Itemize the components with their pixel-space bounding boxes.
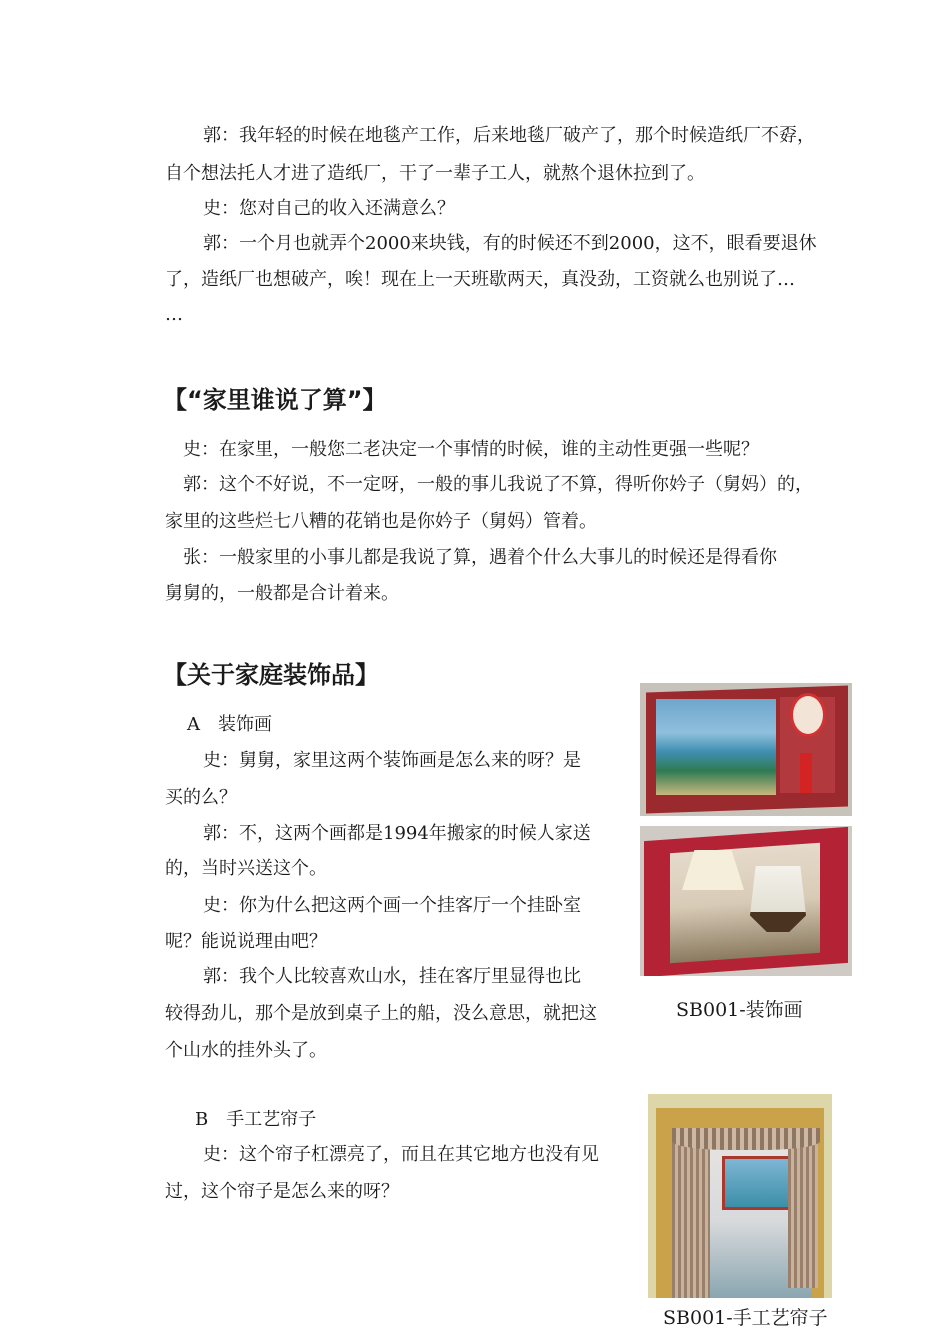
photo-caption: SB001-手工艺帘子 bbox=[663, 1307, 828, 1329]
landscape-painting-photo bbox=[640, 683, 852, 816]
dialog-line: 买的么？ bbox=[165, 787, 237, 808]
bead-curtain-photo bbox=[648, 1094, 832, 1298]
subheading-b: B 手工艺帘子 bbox=[195, 1109, 317, 1130]
dialog-line: 史：在家里，一般您二老决定一个事情的时候，谁的主动性更强一些呢？ bbox=[183, 439, 759, 460]
dialog-line: 郭：不，这两个画都是1994年搬家的时候人家送 bbox=[203, 823, 591, 844]
subheading-a: A 装饰画 bbox=[187, 714, 272, 735]
dialog-line: 史：您对自己的收入还满意么？ bbox=[203, 198, 455, 219]
dialog-line: 郭：这个不好说，不一定呀，一般的事儿我说了不算，得听你妗子（舅妈）的， bbox=[183, 474, 813, 495]
dialog-line: 呢？能说说理由吧？ bbox=[165, 931, 327, 952]
dialog-line: 郭：我个人比较喜欢山水，挂在客厅里显得也比 bbox=[203, 966, 581, 987]
section-heading-home-decor: 【关于家庭装饰品】 bbox=[163, 661, 379, 689]
dialog-line: 家里的这些烂七八糟的花销也是你妗子（舅妈）管着。 bbox=[165, 511, 597, 532]
dialog-line: 张：一般家里的小事儿都是我说了算，遇着个什么大事儿的时候还是得看你 bbox=[183, 547, 777, 568]
dialog-line: 舅舅的，一般都是合计着来。 bbox=[165, 583, 399, 604]
ship-painting-photo bbox=[640, 826, 852, 976]
dialog-line: 郭：一个月也就弄个2000来块钱，有的时候还不到2000，这不，眼看要退休 bbox=[203, 233, 817, 254]
dialog-line: 史：这个帘子杠漂亮了，而且在其它地方也没有见 bbox=[203, 1144, 599, 1165]
dialog-line: … bbox=[165, 304, 183, 325]
section-heading-who-decides: 【“家里谁说了算”】 bbox=[163, 386, 387, 414]
dialog-line: 自个想法托人才进了造纸厂，干了一辈子工人，就熬个退休拉到了。 bbox=[165, 163, 705, 184]
dialog-line: 过，这个帘子是怎么来的呀？ bbox=[165, 1181, 399, 1202]
dialog-line: 史：你为什么把这两个画一个挂客厅一个挂卧室 bbox=[203, 895, 581, 916]
dialog-line: 个山水的挂外头了。 bbox=[165, 1040, 327, 1061]
dialog-line: 了，造纸厂也想破产，唉！现在上一天班歇两天，真没劲，工资就么也别说了… bbox=[165, 269, 795, 290]
dialog-line: 的，当时兴送这个。 bbox=[165, 858, 327, 879]
photo-caption: SB001-装饰画 bbox=[676, 999, 803, 1021]
dialog-line: 郭：我年轻的时候在地毯产工作，后来地毯厂破产了，那个时候造纸厂不孬， bbox=[203, 125, 815, 146]
dialog-line: 史：舅舅，家里这两个装饰画是怎么来的呀？是 bbox=[203, 750, 581, 771]
dialog-line: 较得劲儿，那个是放到桌子上的船，没么意思，就把这 bbox=[165, 1003, 597, 1024]
